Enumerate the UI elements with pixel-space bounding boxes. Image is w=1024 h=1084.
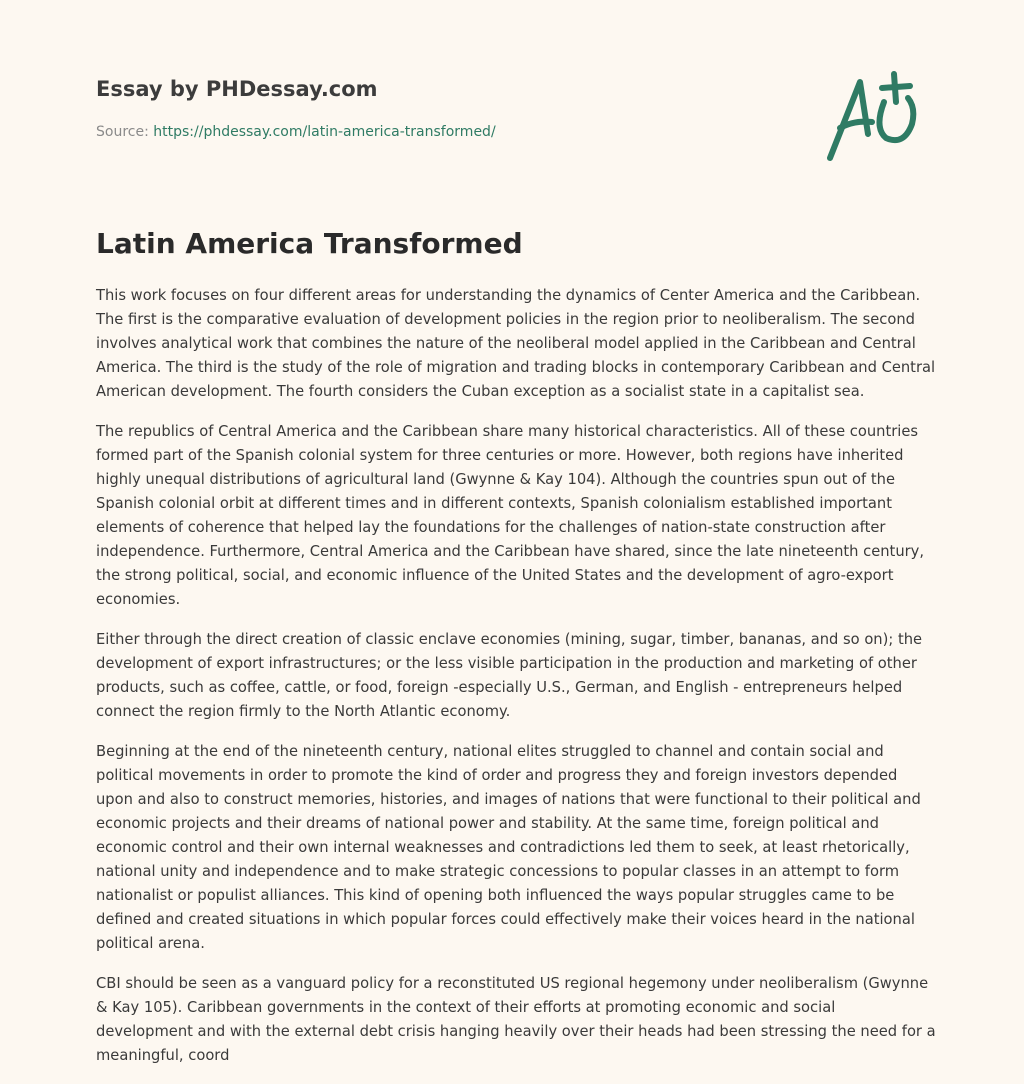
site-brand: Essay by PHDessay.com bbox=[96, 77, 378, 101]
essay-paragraph: Beginning at the end of the nineteenth century, national elites struggled to channel and contain social and political movements in order to promote the kind of order and progress they and foreign investors depended upon and also to construct memories, histories, and images of nations that were functional to their political and economic projects and their dreams of national power and stability. At the same time, foreign political and economic control and their own internal weaknesses and contradictions led them to seek, at least rhetorically, national unity and independence and to make strategic concessions to popular classes in an attempt to form nationalist or populist alliances. This kind of opening both influenced the ways popular struggles came to be defined and created situations in which popular forces could effectively make their voices heard in the national political arena. bbox=[96, 743, 921, 952]
a-plus-grade-icon bbox=[824, 68, 928, 164]
source-label: Source: bbox=[96, 124, 149, 140]
essay-paragraph: The republics of Central America and the Caribbean share many historical characteristics. All of these countries formed part of the Spanish colonial system for three centuries or more. However, both regions have inherited highly unequal distributions of agricultural land (Gwynne & Kay 104). Although the countries spun out of the Spanish colonial orbit at different times and in different contexts, Spanish colonialism established important elements of coherence that helped lay the foundations for the challenges of nation-state construction after independence. Furthermore, Central America and the Caribbean have shared, since the late nineteenth century, the strong political, social, and economic influence of the United States and the development of agro-export economies. bbox=[96, 423, 925, 608]
essay-paragraph: This work focuses on four different areas for understanding the dynamics of Center America and the Caribbean. The first is the comparative evaluation of development policies in the region prior to neoliberalism. The second involves analytical work that combines the nature of the neoliberal model applied in the Caribbean and Central America. The third is the study of the role of migration and trading blocks in contemporary Caribbean and Central American development. The fourth considers the Cuban exception as a socialist state in a capitalist sea. bbox=[96, 287, 936, 400]
essay-paragraph: Either through the direct creation of classic enclave economies (mining, sugar, timber, bananas, and so on); the development of export infrastructures; or the less visible participation in the production and marketing of other products, such as coffee, cattle, or food, foreign -especially U.S., German, and English - entrepreneurs helped connect the region firmly to the North Atlantic economy. bbox=[96, 631, 923, 720]
essay-paragraph: CBI should be seen as a vanguard policy for a reconstituted US regional hegemony under neoliberalism (Gwynne & Kay 105). Caribbean governments in the context of their efforts at promoting economic and social development and with the external debt crisis hanging heavily over their heads had been stressing the need for a meaningful, coord bbox=[96, 975, 936, 1064]
essay-body bbox=[96, 284, 936, 1084]
essay-title: Latin America Transformed bbox=[96, 227, 523, 260]
source-line bbox=[96, 124, 496, 140]
source-link[interactable]: https://phdessay.com/latin-america-transformed/ bbox=[153, 124, 496, 140]
